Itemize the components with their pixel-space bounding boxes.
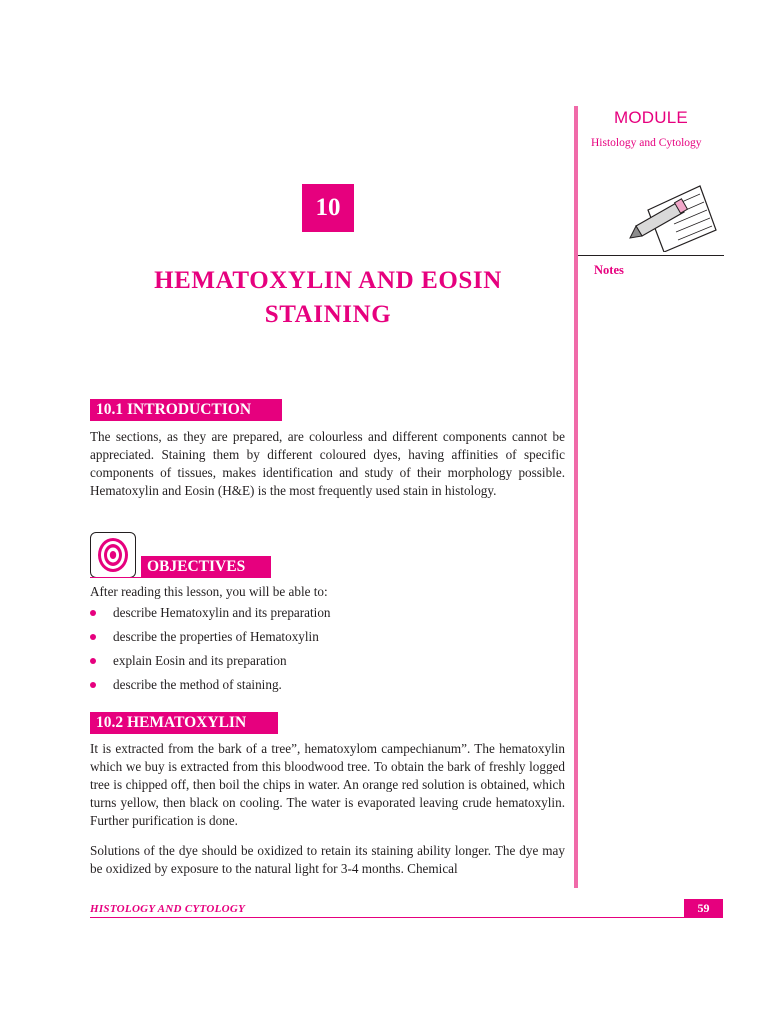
pencil-notepad-icon <box>628 180 720 252</box>
chapter-title <box>90 264 566 332</box>
notes-label: Notes <box>594 263 624 277</box>
footer-rule <box>90 917 723 918</box>
hematoxylin-paragraph-1: It is extracted from the bark of a tree”, hematoxylom campechianum”. The hematoxylin which we buy is extracted from this bloodwood tree. To obtain the bark of freshly logged tree is chipped off, then boil the chips in water. An orange red solution is obtained, which turns yellow, then black on cooling. The water is evaporated leaving crude hematoxylin. Further purification is done. <box>90 741 565 828</box>
section-heading-introduction: 10.1 INTRODUCTION <box>90 399 282 420</box>
list-item: describe Hematoxylin and its preparation <box>90 603 331 627</box>
section-underline <box>90 577 271 578</box>
section-underline <box>90 420 282 421</box>
module-subject: Histology and Cytology <box>591 137 702 149</box>
running-footer-title: HISTOLOGY AND CYTOLOGY <box>90 903 246 915</box>
chapter-title-line2: STAINING <box>264 301 392 328</box>
section-heading-objectives: OBJECTIVES <box>141 556 271 577</box>
bullet-icon <box>90 610 96 616</box>
list-item: explain Eosin and its preparation <box>90 651 331 675</box>
hematoxylin-paragraph-2: Solutions of the dye should be oxidized to retain its staining ability longer. The dye may be oxidized by exposure to the natural light for 3-4 months. Chemical <box>90 843 565 876</box>
objectives-lead: After reading this lesson, you will be able to: <box>90 584 328 599</box>
list-item: describe the properties of Hematoxylin <box>90 627 331 651</box>
list-item: describe the method of staining. <box>90 675 331 699</box>
section-underline <box>90 733 278 734</box>
chapter-title-line1: HEMATOXYLIN AND EOSIN <box>154 267 502 294</box>
bullet-icon <box>90 682 96 688</box>
section-heading-hematoxylin: 10.2 HEMATOXYLIN <box>90 712 278 733</box>
chapter-number: 10 <box>302 184 354 232</box>
notes-rule <box>578 255 724 256</box>
page-number: 59 <box>684 899 723 918</box>
intro-paragraph: The sections, as they are prepared, are colourless and different components cannot be appreciated. Staining them by different coloured dyes, having affinities of specific components of tissues, makes identification and study of their morphology possible. Hematoxylin and Eosin (H&E) is the most frequently used stain in histology. <box>90 429 565 498</box>
module-label: MODULE <box>614 108 688 127</box>
objectives-list <box>90 603 331 699</box>
margin-divider <box>574 106 578 888</box>
bullet-icon <box>90 658 96 664</box>
bullet-icon <box>90 634 96 640</box>
target-icon <box>90 532 136 578</box>
